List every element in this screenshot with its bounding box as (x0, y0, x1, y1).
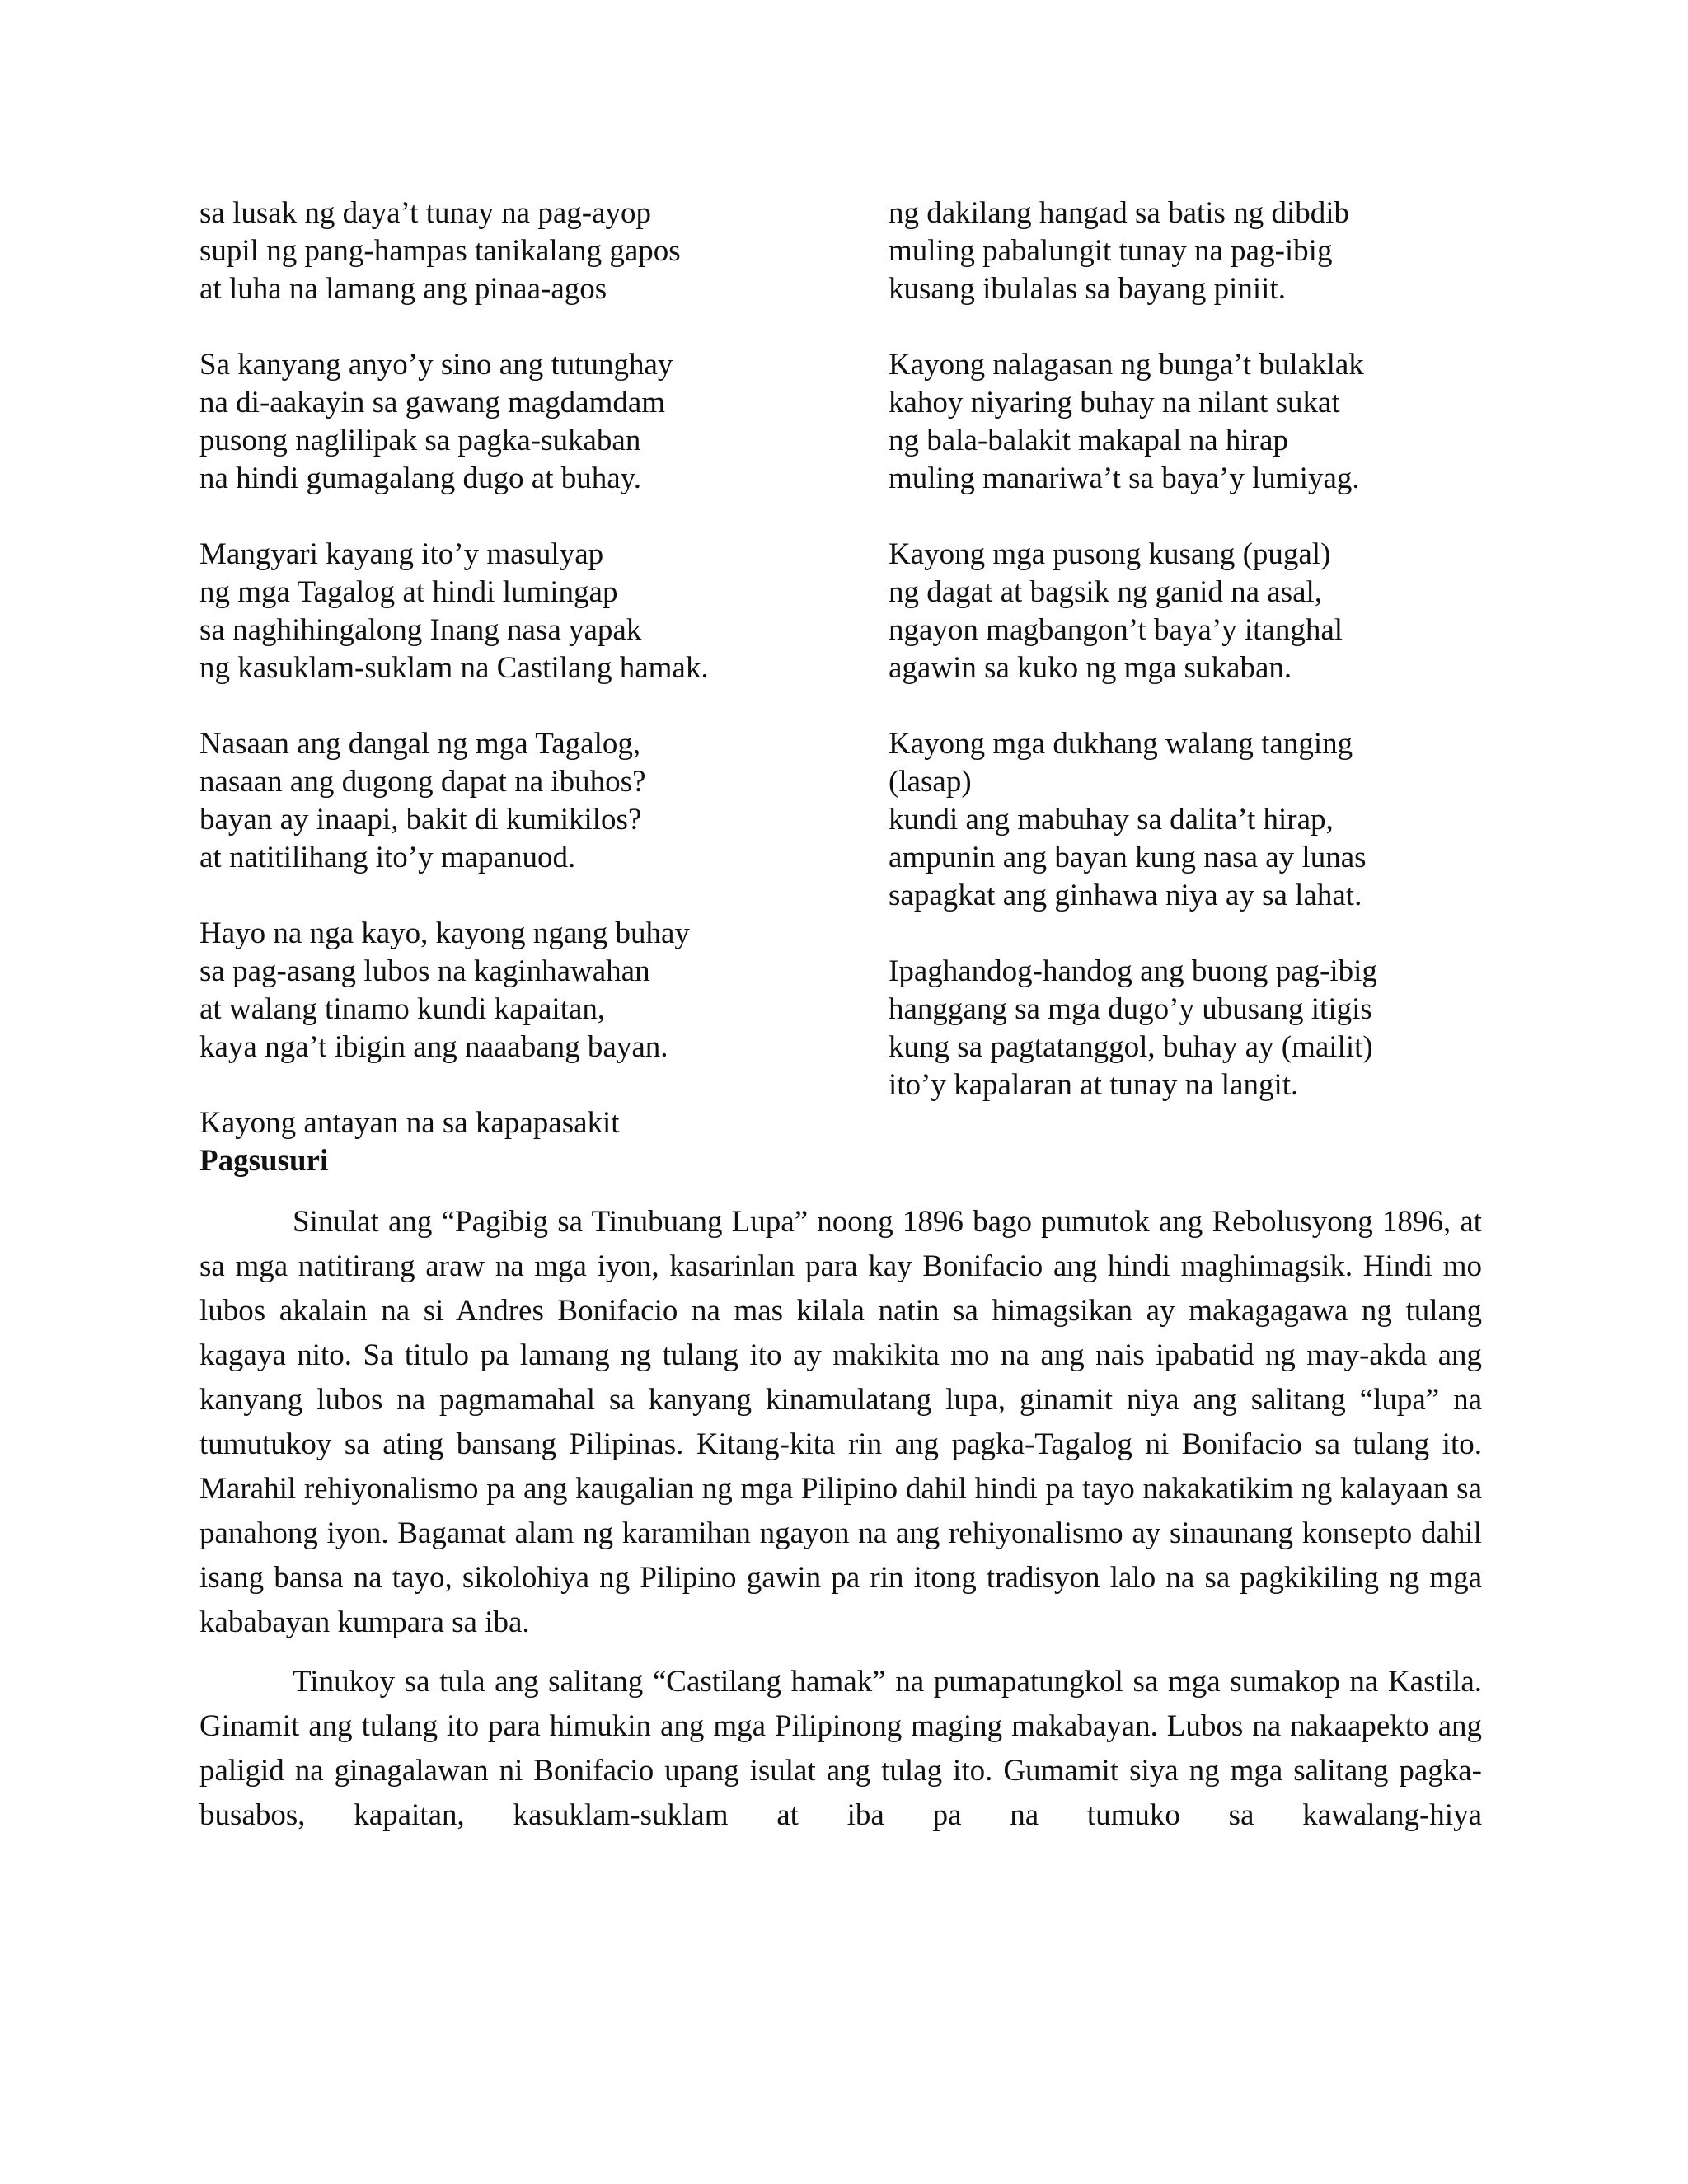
poem-line: Kayong mga pusong kusang (pugal) (889, 537, 1331, 571)
poem-line: muling manariwa’t sa baya’y lumiyag. (889, 462, 1360, 495)
poem-stanza (889, 725, 1515, 915)
poem-stanza (199, 536, 826, 687)
poem-line: Nasaan ang dangal ng mga Tagalog, (199, 727, 641, 761)
poem-stanza (889, 346, 1515, 498)
poem-line: sapagkat ang ginhawa niya ay sa lahat. (889, 879, 1362, 912)
poem-stanza (199, 725, 826, 877)
section-heading: Pagsusuri (199, 1144, 329, 1178)
poem-line: ngayon magbangon’t baya’y itanghal (889, 613, 1343, 647)
poem-line: sa pag-asang lubos na kaginhawahan (199, 954, 650, 988)
poem-line: Kayong mga dukhang walang tanging (889, 727, 1353, 761)
poem-left-column (199, 194, 826, 1180)
poem-stanza (199, 194, 826, 308)
analysis-paragraph: Tinukoy sa tula ang salitang “Castilang hamak” na pumapatungkol sa mga sumakop na Kastila. Ginamit ang tulang ito para himukin ang mga Pilipinong maging makabayan. Lubos na nakaapekto ang paligid na ginagalawan ni Bonifacio upang isulat ang tulag ito. Gumamit siya ng mga salitang pagka-busabos, kapaitan, kasuklam-suklam at iba pa na tumuko sa kawalang-hiya (199, 1665, 1482, 1832)
poem-line: kusang ibulalas sa bayang piniit. (889, 272, 1286, 306)
poem-line: Sa kanyang anyo’y sino ang tutunghay (199, 348, 673, 382)
poem-line: kahoy niyaring buhay na nilant sukat (889, 386, 1340, 419)
poem-stanza (199, 1104, 826, 1180)
poem-stanza (889, 536, 1515, 687)
poem-line: supil ng pang-hampas tanikalang gapos (199, 234, 681, 268)
poem-stanza (889, 953, 1515, 1104)
poem-line: ng dagat at bagsik ng ganid na asal, (889, 575, 1323, 609)
poem-line: agawin sa kuko ng mga sukaban. (889, 651, 1292, 685)
poem-line: ito’y kapalaran at tunay na langit. (889, 1068, 1299, 1102)
poem-line: sa naghihingalong Inang nasa yapak (199, 613, 642, 647)
poem-line: na di-aakayin sa gawang magdamdam (199, 386, 666, 419)
poem-line: ng mga Tagalog at hindi lumingap (199, 575, 618, 609)
poem-line: kung sa pagtatanggol, buhay ay (mailit) (889, 1030, 1373, 1064)
poem-line: bayan ay inaapi, bakit di kumikilos? (199, 803, 642, 837)
poem-line: at luha na lamang ang pinaa-agos (199, 272, 607, 306)
poem-stanza (199, 915, 826, 1066)
analysis-paragraph: Sinulat ang “Pagibig sa Tinubuang Lupa” noong 1896 bago pumutok ang Rebolusyong 1896, at sa mga natitirang araw na mga iyon, kasarinlan para kay Bonifacio ang hindi maghimagsik. Hindi mo lubos akalain na si Andres Bonifacio na mas kilala natin sa himagsikan ay makagagawa ng tulang kagaya nito. Sa titulo pa lamang ng tulang ito ay makikita mo na ang nais ipabatid ng may-akda ang kanyang lubos na pagmamahal sa kanyang kinamulatang lupa, ginamit niya ang salitang “lupa” na tumutukoy sa ating bansang Pilipinas. Kitang-kita rin ang pagka-Tagalog ni Bonifacio sa tulang ito. Marahil rehiyonalismo pa ang kaugalian ng mga Pilipino dahil hindi pa tayo nakakatikim ng kalayaan sa panahong iyon. Bagamat alam ng karamihan ngayon na ang rehiyonalismo ay sinaunang konsepto dahil isang bansa na tayo, sikolohiya ng Pilipino gawin pa rin itong tradisyon lalo na sa pagkikiling ng mga kababayan kumpara sa iba. (199, 1205, 1482, 1639)
poem-line: pusong naglilipak sa pagka-sukaban (199, 424, 641, 457)
poem-right-column (889, 194, 1515, 1104)
poem-line: ng dakilang hangad sa batis ng dibdib (889, 196, 1350, 230)
poem-line: kundi ang mabuhay sa dalita’t hirap, (889, 803, 1334, 837)
poem-line: Kayong antayan na sa kapapasakit (199, 1106, 620, 1140)
poem-line: ng kasuklam-suklam na Castilang hamak. (199, 651, 709, 685)
poem-line: Kayong nalagasan ng bunga’t bulaklak (889, 348, 1364, 382)
poem-line: sa lusak ng daya’t tunay na pag-ayop (199, 196, 651, 230)
poem-line: (lasap) (889, 765, 972, 799)
poem-line: Mangyari kayang ito’y masulyap (199, 537, 604, 571)
poem-stanza (199, 346, 826, 498)
poem-line: hanggang sa mga dugo’y ubusang itigis (889, 992, 1372, 1026)
analysis-body (199, 1200, 1482, 1853)
poem-line: at natitilihang ito’y mapanuod. (199, 841, 576, 874)
poem-line: Ipaghandog-handog ang buong pag-ibig (889, 954, 1377, 988)
poem-line: ng bala-balakit makapal na hirap (889, 424, 1288, 457)
poem-line: muling pabalungit tunay na pag-ibig (889, 234, 1333, 268)
poem-line: na hindi gumagalang dugo at buhay. (199, 462, 642, 495)
poem-stanza (889, 194, 1515, 308)
poem-line: kaya nga’t ibigin ang naaabang bayan. (199, 1030, 668, 1064)
poem-line: at walang tinamo kundi kapaitan, (199, 992, 606, 1026)
poem-line: ampunin ang bayan kung nasa ay lunas (889, 841, 1367, 874)
poem-line: Hayo na nga kayo, kayong ngang buhay (199, 916, 690, 950)
poem-line: nasaan ang dugong dapat na ibuhos? (199, 765, 646, 799)
